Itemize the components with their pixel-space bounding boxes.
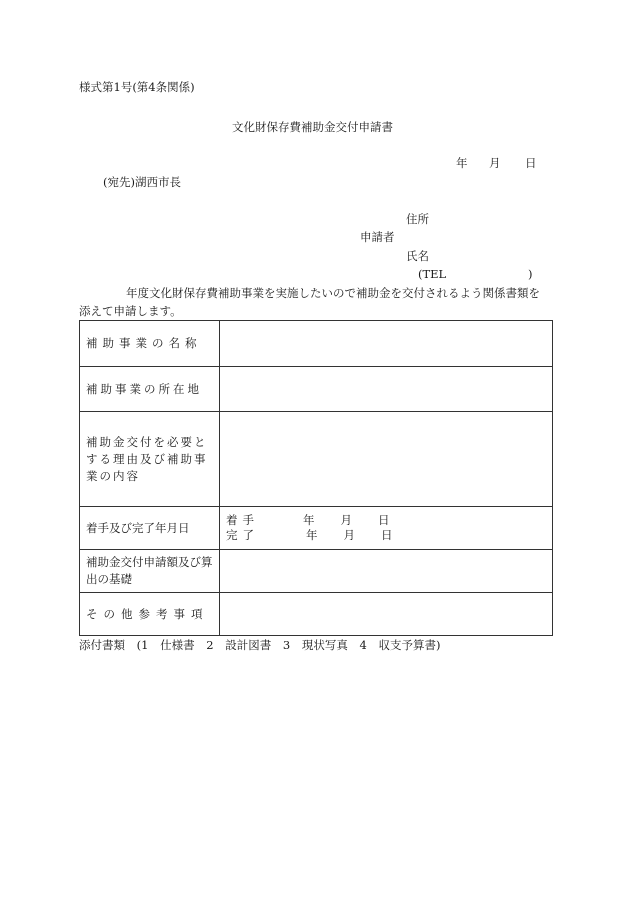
start-month: 月: [340, 513, 352, 527]
start-label: 着手: [226, 513, 259, 527]
project-location-label: 補助事業の所在地: [80, 367, 220, 412]
amount-field[interactable]: [220, 550, 553, 593]
project-name-label: 補助事業の名称: [80, 321, 220, 367]
body-text-line1: 年度文化財保存費補助事業を実施したいので補助金を交付されるよう関係書類を: [126, 286, 540, 300]
start-day: 日: [378, 513, 390, 527]
body-text-line2: 添えて申請します。: [79, 304, 182, 318]
project-location-field[interactable]: [220, 367, 553, 412]
reason-field[interactable]: [220, 412, 553, 507]
end-date-row: [220, 528, 552, 543]
table-row: [80, 593, 553, 636]
end-month: 月: [343, 528, 355, 542]
addressee: (宛先)湖西市長: [103, 175, 181, 189]
end-label: 完了: [226, 528, 259, 542]
amount-label: 補助金交付申請額及び算出の基礎: [80, 550, 220, 593]
date-year: 年: [456, 156, 468, 170]
period-label: 着手及び完了年月日: [80, 507, 220, 550]
date-day: 日: [525, 156, 537, 170]
other-label: その他参考事項: [80, 593, 220, 636]
tel-label: (TEL: [418, 267, 447, 281]
table-row: [80, 412, 553, 507]
date-month: 月: [489, 156, 501, 170]
applicant-label: 申請者: [360, 230, 395, 244]
start-date-row: [220, 513, 552, 528]
table-row: [80, 507, 553, 550]
tel-close: ): [528, 267, 533, 281]
table-row: [80, 367, 553, 412]
other-field[interactable]: [220, 593, 553, 636]
document-title: 文化財保存費補助金交付申請書: [232, 120, 393, 134]
table-row: [80, 550, 553, 593]
end-day: 日: [381, 528, 393, 542]
period-field[interactable]: [220, 507, 553, 550]
form-number: 様式第1号(第4条関係): [79, 80, 195, 94]
attachments-list: 添付書類 (1 仕様書 2 設計図書 3 現状写真 4 収支予算書): [79, 638, 441, 652]
address-label: 住所: [406, 212, 429, 226]
reason-label: 補助金交付を必要とする理由及び補助事業の内容: [80, 412, 220, 507]
project-name-field[interactable]: [220, 321, 553, 367]
application-table: [79, 320, 553, 636]
name-label: 氏名: [406, 249, 429, 263]
end-year: 年: [306, 528, 318, 542]
start-year: 年: [303, 513, 315, 527]
table-row: [80, 321, 553, 367]
